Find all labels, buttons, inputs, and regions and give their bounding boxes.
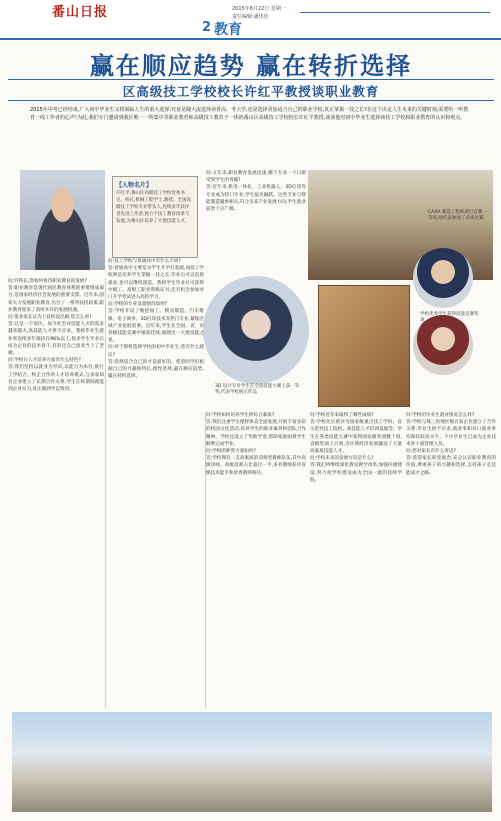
profile-text: 许红平,番山区高级技工学校党委书记、校长,机械工程学士,教授。全国高级技工学校专业带头人,连续多年获评省先进工作者,致力于技工教育改革与发展,为番山区培养了大批技能人才。 <box>116 191 191 224</box>
sub-headline: 区高级技工学校校长许红平教授谈职业教育 <box>122 84 380 99</box>
page-number: 2 <box>202 20 212 35</box>
student-portrait-photo-2 <box>413 315 473 375</box>
main-headline: 赢在顺应趋势 赢在转折选择 <box>89 51 413 80</box>
column-divider <box>105 278 106 708</box>
certificate-photo <box>318 285 410 407</box>
article-column-2: 问:技工学校与普通高中有什么不同? 答:普通高中主要是为学生升学打基础,而技工学校则是培养学生掌握一技之长,毕业后可以直接就业,也可以继续深造。我校学生毕业后可获得中级工、高级工职业资格证书,还有机会参加对口升学考试进入高校学习。 问:学校的专业设置情况如何? 答:学校开设了数控加工、模具制造、汽车维修、电子商务、3D打印技术等热门专业,紧贴区域产业发展需要。近年来,学生在全国、省、市各级技能竞赛中屡获佳绩,涌现出一大批技能之星。 问:对于即将选择学校的初中毕业生,您有什么建议? 答:选择适合自己的才是最好的。希望同学们根据自己的兴趣和特长,理性选择,赢在顺应趋势,赢在转折选择。 <box>108 259 204 380</box>
article-column-5: 问:学校近年来取得了哪些成绩? 答:学校先后被评为国家级重点技工学校、省示范性技工院校、高技能人才培训基地等。学生在各类技能大赛中获得国家级奖项数十项,省级奖项上百项,为区域经济发展输送了大量高素质技能人才。 问:学校未来的发展方向是什么? 答:我们将继续深化教育教学改革,加强内涵建设,努力把学校建设成为全国一流的技师学院。 <box>310 413 402 483</box>
section-title: 教育 <box>214 22 242 38</box>
issue-date: 2015年8月22日 星期一 <box>232 6 286 12</box>
profile-title: 【人物名片】 <box>116 182 153 189</box>
article-column-1: 问:许校长,您如何看待职业教育的发展? 答:职业教育是现代国民教育体系的重要组成部分,是国家经济社会发展的重要支撑。近年来,国家大力发展职业教育,出台了一系列扶持政策,职业教育迎来了前所未有的发展机遇。 问:很多家长认为上技校没出路,您怎么看? 答:这是一个误区。如今社会对技能人才的需求越来越大,高技能人才供不应求。我校毕业生就业率连续多年保持在98%以上,很多学生毕业后成为企业的技术骨干,有的还自己创业当上了老板。 问:学校在人才培养方面有什么特色? 答:我们坚持以就业为导向,以能力为本位,推行工学结合、校企合作的人才培养模式,与多家知名企业建立了长期合作关系,学生在校期间就能到企业实习,真正做到学以致用。 <box>8 279 104 393</box>
middle-photo-caption: 3D 设计专业学生在全国技能大赛上获一等奖,代表学校展示作品 <box>215 384 300 395</box>
article-column-3: 问:五年来,职业教育发展迅速,哪个专业一下日渐受到学生的青睐? 答:近年来,机电一体化、工业机器人、3D打印等专业成为热门专业,学生报名踊跃。这些专业与智能制造紧密相关,符合未来产业发展方向,学生就业前景十分广阔。 <box>206 171 306 213</box>
campus-panorama-photo <box>12 712 492 812</box>
student-photo-caption: 学校优秀学生获得技能竞赛奖项 <box>420 312 479 323</box>
article-column-4: 问:学校如何培养学生的综合素质? 答:我们注重学生德智体美全面发展,开展丰富多彩的校园文化活动,培养学生的职业素养和团队合作精神。学校还设立了奖助学金,帮助家庭困难学生顺利完成学业。 问:学校的师资力量如何? 答:学校拥有一支高素质的双师型教师队伍,其中高级讲师、高级技师占比超过一半,多名教师获评省级技术能手和优秀教师称号。 <box>206 413 306 476</box>
student-portrait-photo-1 <box>413 248 473 308</box>
lead-paragraph: 2015年中考已经结束,广大初中毕业生又将面临人生的重大选择:究竟是随大流选择读普高、考大学,还是选择更加适合自己的职业学校,真正掌握一技之长?在这个决定人生未来的关键时刻,需要听一听教育一线工作者的心声!为此,我们专门邀请到我区唯一一所集中等职业教育和高级技工教育于一体的番山区高级技工学校校长许红平教授,谈谈他对初中毕业生选择读技工学校和职业教育的认识和观点。 <box>30 107 469 121</box>
header-rule <box>300 12 490 13</box>
newspaper-masthead: 番山日报 <box>52 5 109 20</box>
responsible-editor: 责任编辑:潘伐佳 <box>232 14 269 20</box>
award-photo-caption: CAXA 制造工程师项目竞赛一等奖,师代表参加了多场比赛 <box>428 210 487 221</box>
principal-portrait-photo <box>20 170 105 270</box>
student-circle-photo <box>203 276 309 384</box>
article-column-6: 问:学校的毕业生就业情况怎么样? 答:学校与珠三角地区数百家企业建立了合作关系,毕业生供不应求,就业率和对口就业率均保持较高水平。不少毕业生已成为企业技术骨干或管理人员。 问:您对家长有什么寄语? 答:希望家长转变观念,充分认识职业教育的价值,尊重孩子的兴趣和选择,支持孩子走技能成才之路。 <box>406 413 496 476</box>
